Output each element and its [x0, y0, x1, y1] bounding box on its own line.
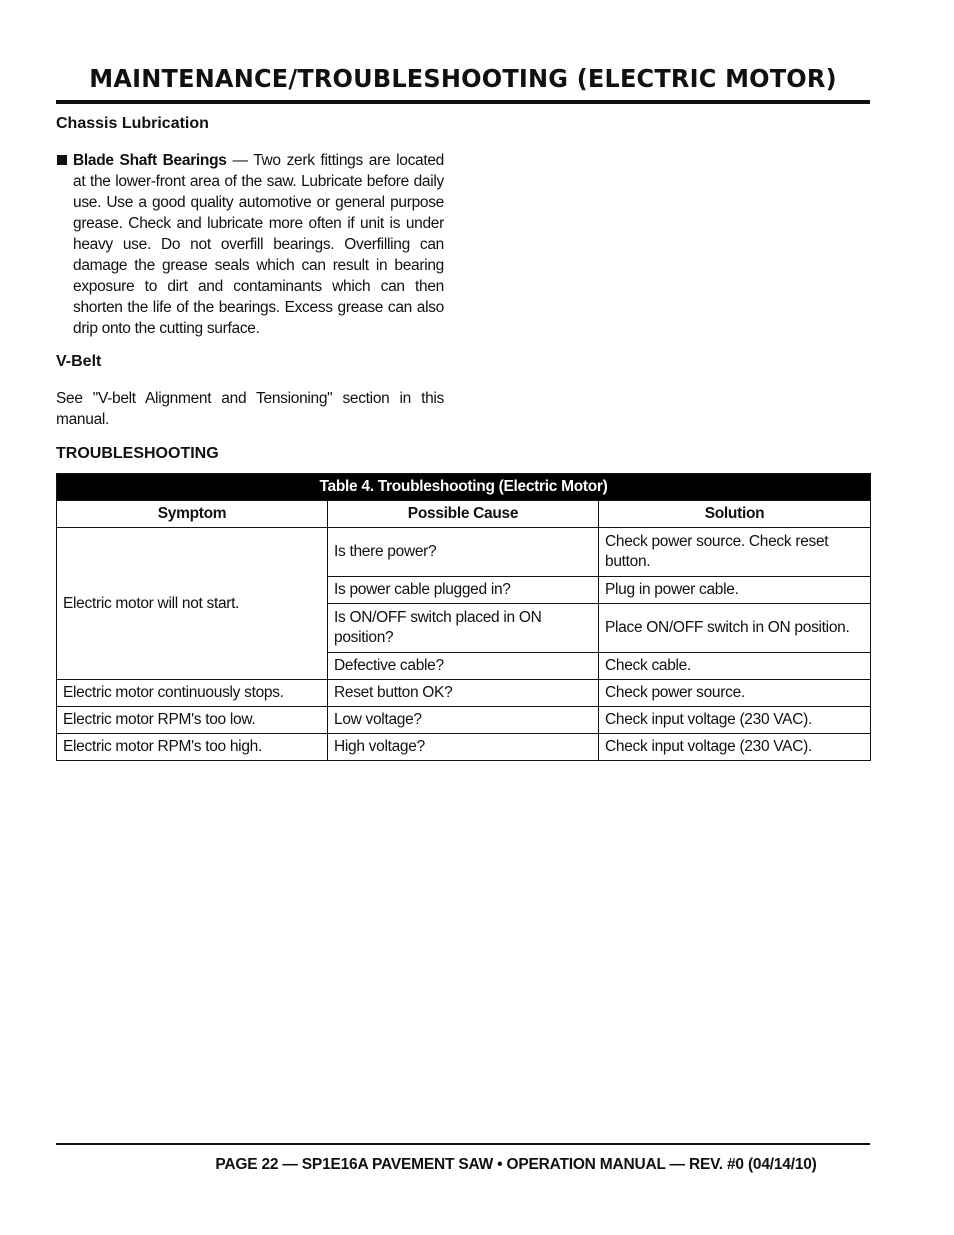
blade-shaft-bearings-text [73, 150, 444, 339]
blade-shaft-bearings-lead: Blade Shaft Bearings [73, 152, 227, 169]
cause-cell: Is there power? [328, 528, 599, 577]
cause-cell: Defective cable? [328, 653, 599, 680]
column-header-cause: Possible Cause [328, 501, 599, 528]
cause-cell: Is ON/OFF switch placed in ON position? [328, 604, 599, 653]
v-belt-heading: V-Belt [56, 353, 102, 370]
left-column [56, 113, 444, 430]
symptom-cell: Electric motor will not start. [57, 528, 328, 680]
page-footer [56, 1143, 870, 1176]
solution-cell: Plug in power cable. [599, 577, 871, 604]
solution-cell: Check cable. [599, 653, 871, 680]
column-header-symptom: Symptom [57, 501, 328, 528]
table-row [57, 528, 871, 577]
blade-shaft-bearings-body: — Two zerk fittings are located at the lower-front area of the saw. Lubricate before daily use. Use a good quality automotive or general purpose grease. Check and lubricate more often if unit is under heavy use. Do not overfill bearings. Overfilling can damage the grease seals which can result in bearing exposure to dirt and contaminants which can then shorten the life of the bearings. Excess grease can also drip onto the cutting surface. [73, 152, 444, 337]
chassis-lubrication-heading: Chassis Lubrication [56, 115, 209, 132]
symptom-cell: Electric motor RPM's too high. [57, 734, 328, 761]
blade-shaft-bearings-item [56, 150, 444, 339]
cause-cell: High voltage? [328, 734, 599, 761]
solution-cell: Check power source. [599, 680, 871, 707]
table-header-row [57, 501, 871, 528]
cause-cell: Is power cable plugged in? [328, 577, 599, 604]
table-caption: Table 4. Troubleshooting (Electric Motor) [57, 474, 871, 501]
solution-cell: Check power source. Check reset button. [599, 528, 871, 577]
column-header-solution: Solution [599, 501, 871, 528]
solution-cell: Check input voltage (230 VAC). [599, 707, 871, 734]
solution-cell: Place ON/OFF switch in ON position. [599, 604, 871, 653]
troubleshooting-table [56, 473, 871, 761]
page-header [56, 64, 870, 104]
cause-cell: Reset button OK? [328, 680, 599, 707]
table-row [57, 707, 871, 734]
square-bullet-icon [57, 155, 67, 165]
table-row [57, 734, 871, 761]
page-title: MAINTENANCE/TROUBLESHOOTING (ELECTRIC MOTOR) [89, 64, 837, 93]
troubleshooting-heading: TROUBLESHOOTING [56, 445, 219, 462]
v-belt-text: See "V-belt Alignment and Tensioning" section in this manual. [56, 390, 444, 428]
footer-text: PAGE 22 — SP1E16A PAVEMENT SAW • OPERATION MANUAL — REV. #0 (04/14/10) [215, 1156, 817, 1173]
cause-cell: Low voltage? [328, 707, 599, 734]
symptom-cell: Electric motor continuously stops. [57, 680, 328, 707]
symptom-cell: Electric motor RPM's too low. [57, 707, 328, 734]
table-row [57, 680, 871, 707]
solution-cell: Check input voltage (230 VAC). [599, 734, 871, 761]
table-caption-row [57, 474, 871, 501]
